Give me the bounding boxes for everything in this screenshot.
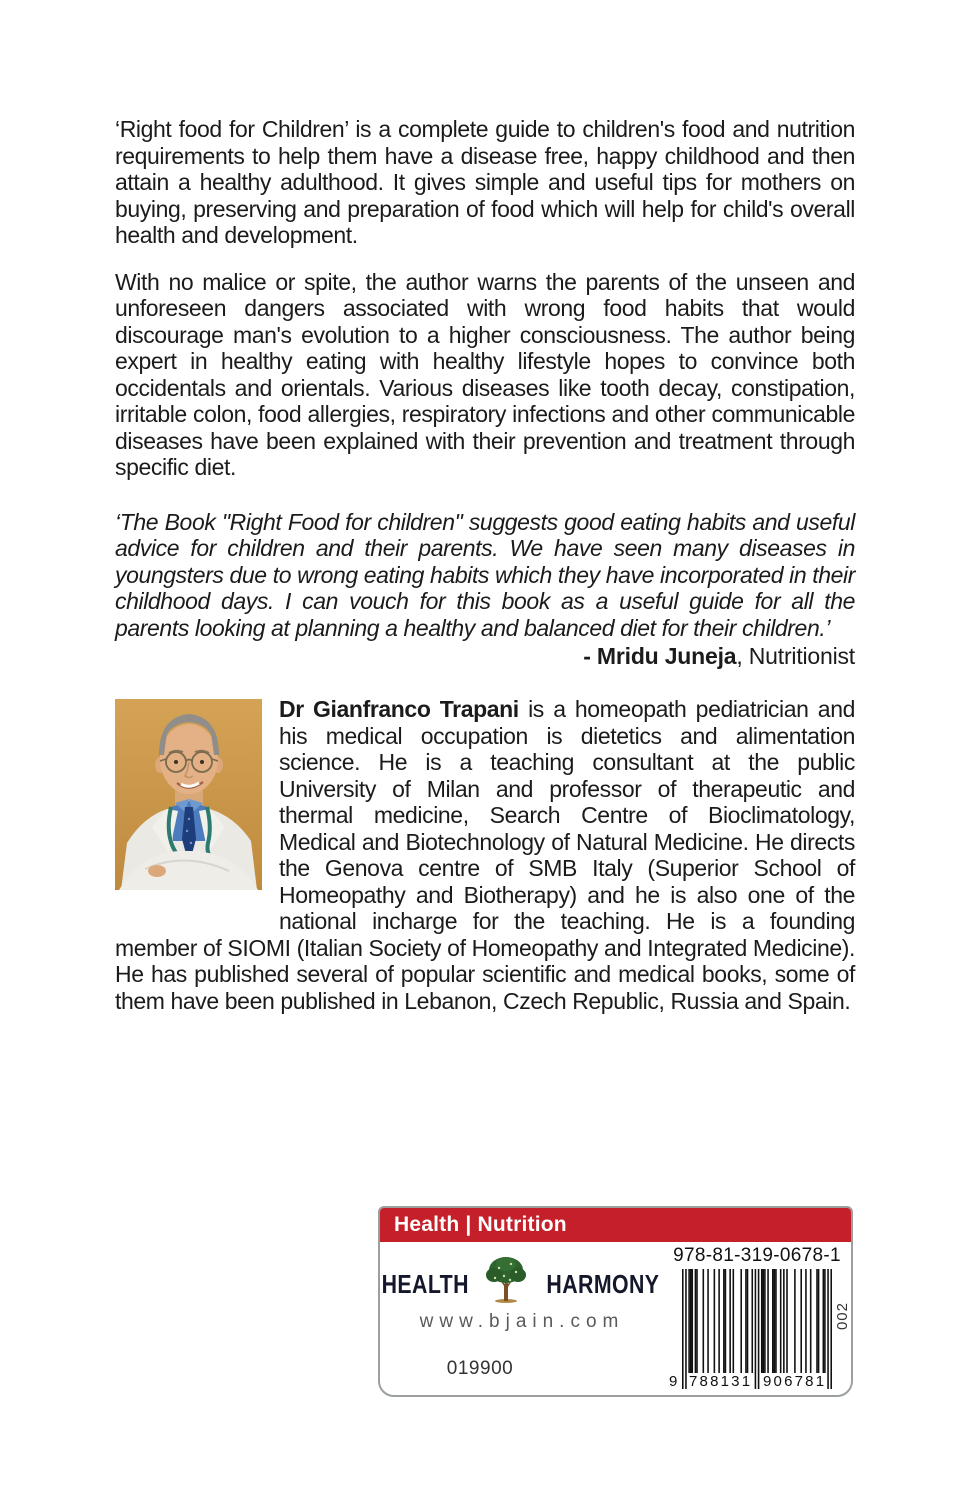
- intro-paragraph: ‘Right food for Children’ is a complete guide to children's food and nutrition requirements to help them have a disease free, happy childhood and then attain a healthy adulthood. It gives simple and useful tips for mothers on buying, preserving and preparation of food which will help for child's overall health and development.: [115, 116, 855, 248]
- publisher-website: www.bjain.com: [419, 1311, 625, 1332]
- author-bio-paragraph: [115, 696, 855, 1014]
- author-name: Dr Gianfranco Trapani: [279, 696, 519, 722]
- publisher-logo-harmony: HARMONY: [546, 1268, 660, 1299]
- barcode-digits-group1: 788131: [689, 1373, 753, 1390]
- publisher-logo: [381, 1258, 660, 1310]
- author-bio-section: [115, 696, 855, 1014]
- review-attribution: [115, 643, 855, 670]
- barcode-digit-first: 9: [669, 1373, 678, 1390]
- isbn-number: 978-81-319-0678-1: [673, 1245, 841, 1266]
- barcode-bars: [682, 1269, 832, 1389]
- author-photo: [115, 699, 262, 890]
- category-bar: Health | Nutrition: [380, 1208, 851, 1242]
- barcode-digits-group2: 906781: [763, 1373, 827, 1390]
- reviewer-role: , Nutritionist: [736, 643, 855, 669]
- author-bio-body: is a homeopath pediatrician and his medical occupation is dietetics and alimentation science. He is a teaching consultant at the public University of Milan and professor of therapeutic and thermal medicine, Search Centre of Bioclimatology, Medical and Biotechnology of Natural Medicine. He directs the Genova centre of SMB Italy (Superior School of Homeopathy and Biotherapy) and he is also one of the national incharge for the teaching. He is a founding member of SIOMI (Italian Society of Homeopathy and Integrated Medicine). He has published several of popular scientific and medical books, some of them have been published in Lebanon, Czech Republic, Russia and Spain.: [115, 696, 855, 1014]
- review-quote: ‘The Book "Right Food for children" suggests good eating habits and useful advice for children and their parents. We have seen many diseases in youngsters due to wrong eating habits which they have incorporated in their childhood days. I can vouch for this book as a useful guide for all the parents looking at planning a healthy and balanced diet for their children.’: [115, 508, 855, 641]
- publisher-label: [378, 1206, 853, 1397]
- barcode: [669, 1269, 832, 1390]
- reviewer-name: - Mridu Juneja: [583, 643, 737, 669]
- tree-icon: [485, 1254, 527, 1309]
- synopsis-paragraph: With no malice or spite, the author warns the parents of the unseen and unforeseen dangers associated with wrong food habits that would discourage man's evolution to a higher consciousness. The author being expert in healthy eating with healthy lifestyle hopes to convince both occidentals and orientals. Various diseases like tooth decay, constipation, irritable colon, food allergies, respiratory infections and other communicable diseases have been explained with their prevention and treatment through specific diet.: [115, 268, 855, 480]
- print-side-code: 002: [834, 1302, 851, 1331]
- product-code: 019900: [446, 1358, 514, 1379]
- publisher-logo-health: HEALTH: [381, 1268, 469, 1299]
- back-cover-text-block: [115, 116, 855, 1014]
